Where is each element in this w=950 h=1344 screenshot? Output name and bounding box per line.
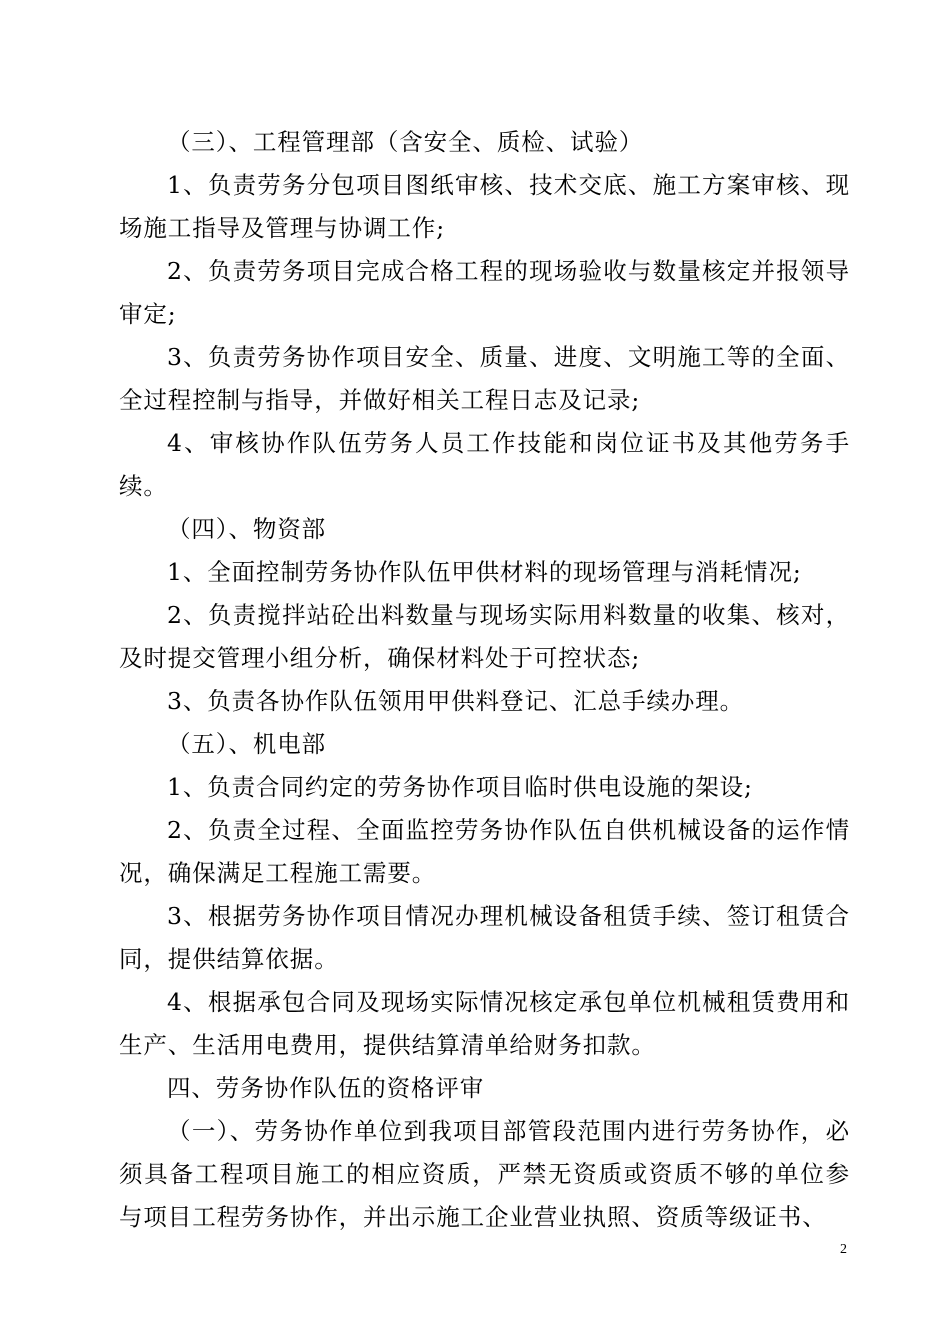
- paragraph: 2、负责全过程、全面监控劳务协作队伍自供机械设备的运作情况，确保满足工程施工需要。: [119, 816, 850, 887]
- paragraph: 3、负责各协作队伍领用甲供料登记、汇总手续办理。: [167, 687, 745, 715]
- paragraph: 3、根据劳务协作项目情况办理机械设备租赁手续、签订租赁合同，提供结算依据。: [119, 902, 850, 973]
- page-number: 2: [840, 1242, 847, 1257]
- paragraph: 1、负责合同约定的劳务协作项目临时供电设施的架设;: [167, 773, 753, 801]
- heading-electromechanical-dept: （五）、机电部: [167, 730, 327, 758]
- paragraph: 1、全面控制劳务协作队伍甲供材料的现场管理与消耗情况;: [167, 558, 802, 586]
- heading-materials-dept: （四）、物资部: [167, 515, 327, 543]
- paragraph: 2、负责劳务项目完成合格工程的现场验收与数量核定并报领导审定;: [119, 257, 850, 328]
- paragraph: 3、负责劳务协作项目安全、质量、进度、文明施工等的全面、全过程控制与指导，并做好相关工程日志及记录;: [119, 343, 850, 414]
- paragraph: 4、根据承包合同及现场实际情况核定承包单位机械租赁费用和生产、生活用电费用，提供结算清单给财务扣款。: [119, 988, 850, 1059]
- paragraph: 1、负责劳务分包项目图纸审核、技术交底、施工方案审核、现场施工指导及管理与协调工作;: [119, 171, 850, 242]
- section-heading-qualification-review: 四、劳务协作队伍的资格评审: [167, 1074, 485, 1102]
- paragraph: 4、审核协作队伍劳务人员工作技能和岗位证书及其他劳务手续。: [119, 429, 850, 500]
- paragraph: 2、负责搅拌站砼出料数量与现场实际用料数量的收集、核对，及时提交管理小组分析，确保材料处于可控状态;: [119, 601, 850, 672]
- heading-engineering-dept: （三）、工程管理部（含安全、质检、试验）: [167, 128, 644, 156]
- document-body: [119, 121, 850, 1239]
- paragraph: （一）、劳务协作单位到我项目部管段范围内进行劳务协作，必须具备工程项目施工的相应资质，严禁无资质或资质不够的单位参与项目工程劳务协作，并出示施工企业营业执照、资质等级证书、: [119, 1117, 850, 1231]
